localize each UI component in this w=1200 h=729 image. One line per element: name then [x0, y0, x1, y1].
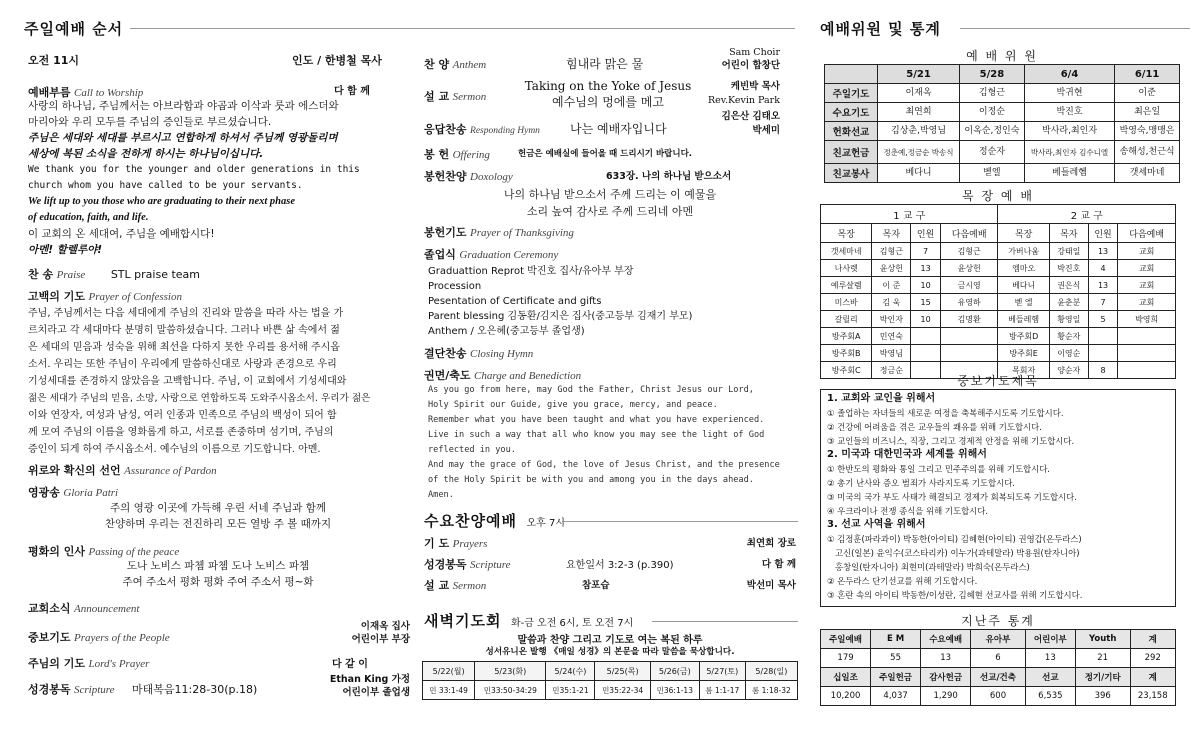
cell-column-header: 인원: [911, 224, 941, 243]
dawn-day-cell: 5/27(토): [699, 662, 745, 681]
prayer-item: ② 온두라스 단기선교를 위해 기도합시다.: [827, 576, 978, 586]
cell-value: 13: [1088, 277, 1118, 294]
thanksgiving-heading: 봉헌기도 Prayer of Thanksgiving: [424, 226, 574, 239]
roster-name-cell: 이정순: [960, 103, 1025, 122]
roster-name-cell: 박사라,최인자: [1024, 122, 1114, 141]
roster-name-cell: 이재옥: [878, 84, 960, 103]
cell-column-header: 다음예배: [1118, 224, 1176, 243]
stats-value-cell: 13: [1025, 649, 1075, 668]
cell-value: 벧 엘: [998, 294, 1049, 311]
call-to-worship-text: 사랑의 하나님, 주님께서는 아브라함과 야곱과 이삭과 룻과 에스더와 마리아와 우리 모두를 주님의 증인들로 부르셨습니다. 주님은 세대와 세대를 부르시고 연합하게 하셔서 주님께 영광돌리며 세상에 복된 소식을 전하게 하시는 하나님이십니다. We thank you for the younger and older generations in this church whom you have called to be your servants. We lift up to you those who are graduating to their next phase of education, faith, and life. 이 교회의 온 세대여, 주님을 예배합시다! 아멘! 할렐루야!: [28, 100, 360, 256]
stats-value-cell: 396: [1075, 687, 1130, 706]
stats-value-cell: 179: [821, 649, 871, 668]
response-by: 김은산 김태오 박세미: [721, 111, 780, 136]
table-row: [821, 260, 1176, 277]
cell-value: 김형근: [872, 243, 911, 260]
cell-value: 박영희: [1118, 311, 1176, 328]
prayer-item: 고신(일본) 윤익수(코스타리카) 이누가(과테말라) 박용원(탄자니아): [827, 548, 1080, 558]
roster-name-cell: 송해성,천근식: [1115, 141, 1180, 164]
announcement-heading: 교회소식 Announcement: [28, 602, 140, 615]
wed-sermon: 설 교 Sermon 참포습 박선미 목사: [424, 579, 796, 592]
anthem-heading: 찬 양 Anthem: [424, 58, 487, 71]
gloria-text: 주의 영광 이곳에 가득해 우린 서네 주님과 함께 찬양하며 우리는 전진하리 모든 열방 주 볼 때까지: [104, 502, 332, 530]
prayer-item: ① 졸업하는 자녀들의 새로운 여정을 축복해주시도록 기도합시다.: [827, 408, 1064, 418]
praise-row: 찬 송 Praise STL praise team: [28, 268, 200, 281]
roster-name-cell: 정춘예,정금순 박송식: [878, 141, 960, 164]
dawn-ref-cell: 롬 1:18-32: [745, 681, 797, 700]
roster-name-cell: 김형근: [960, 84, 1025, 103]
cell-value: 양순자: [1049, 362, 1088, 379]
cell-value: 교회: [1118, 243, 1176, 260]
roster-role-cell: 친교봉사: [825, 164, 878, 183]
dawn-reading-table: [422, 661, 798, 700]
graduation-program: Graduattion Reprot 박진호 집사/유아부 부장 Procession Pesentation of Certificate and gifts Parent blessing 김동환/김지은 집사(중고등부 김재기 부모) Anthem / 오은혜(중고등부 졸업생): [428, 266, 693, 337]
cell-value: 4: [1088, 260, 1118, 277]
doxology-heading: 봉헌찬양 Doxology: [424, 170, 513, 183]
wed-prayers: 기 도 Prayers 최연희 장로: [424, 537, 796, 550]
stats-header-cell: 선교/건축: [971, 668, 1026, 687]
cell-value: 윤상헌: [940, 260, 998, 277]
prayer-category: 3. 선교 사역을 위해서: [827, 519, 926, 530]
cell-value: 베들레헴: [998, 311, 1049, 328]
table-row: [821, 328, 1176, 345]
dawn-ref-cell: 민36:1-13: [650, 681, 699, 700]
wed-scripture: 성경봉독 Scripture 요한일서 3:2-3 (p.390) 다 함 께: [424, 558, 796, 571]
cell-value: 5: [1088, 311, 1118, 328]
sermon-heading: 설 교 Sermon: [424, 90, 487, 103]
assurance-heading: 위로와 확신의 선언 Assurance of Pardon: [28, 464, 217, 477]
stats-header-cell: 유아부: [971, 630, 1026, 649]
cell-value: 13: [1088, 243, 1118, 260]
cell-value: [1118, 328, 1176, 345]
cell-value: 방주회D: [998, 328, 1049, 345]
cell-column-header: 목자: [1049, 224, 1088, 243]
stats-header-cell: 정기/기타: [1075, 668, 1130, 687]
cell-value: 김형근: [940, 243, 998, 260]
cell-column-header: 인원: [1088, 224, 1118, 243]
doxology-hymn: 633장. 나의 하나님 받으소서: [606, 171, 732, 182]
table-row: [825, 103, 1180, 122]
intercession-list: [820, 389, 1176, 607]
cell-value: 황순자: [1049, 328, 1088, 345]
cell-value: 베다니: [998, 277, 1049, 294]
stats-header-cell: 선교: [1025, 668, 1075, 687]
cell-value: 엠마오: [998, 260, 1049, 277]
offering-heading: 봉 헌 Offering: [424, 148, 490, 161]
dawn-day-cell: 5/23(화): [475, 662, 546, 681]
response-hymn: 나는 예배자입니다: [570, 122, 667, 136]
cell-value: 황영일: [1049, 311, 1088, 328]
section-title-committee: 예배위원 및 통계: [820, 20, 941, 38]
cell-value: 정금순: [872, 362, 911, 379]
prayer-item: ③ 혼란 속의 아이티 박동한/이성란, 김혜현 선교사를 위해 기도합시다.: [827, 590, 1083, 600]
dawn-day-cell: 5/26(금): [650, 662, 699, 681]
roster-role-cell: 수요기도: [825, 103, 878, 122]
stats-header-cell: 십일조: [821, 668, 871, 687]
stats-value-cell: 21: [1075, 649, 1130, 668]
dawn-ref-cell: 롬 1:1-17: [699, 681, 745, 700]
stats-header-cell: E M: [871, 630, 921, 649]
roster-name-cell: 이옥순,정인숙: [960, 122, 1025, 141]
roster-name-cell: 박영숙,맹맹은: [1115, 122, 1180, 141]
prayer-item: ② 건강에 어려움을 겪은 교우들의 쾌유를 위해 기도합시다.: [827, 422, 1042, 432]
stats-table: [820, 629, 1176, 706]
prayer-item: 홍창일(탄자니아) 최현미(과테말라) 박희숙(온두라스): [827, 562, 1030, 572]
cell-value: [911, 328, 941, 345]
cell-value: 7: [1088, 294, 1118, 311]
roster-corner: [825, 65, 878, 84]
dawn-ref-cell: 민35:1-21: [546, 681, 595, 700]
confession-heading: 고백의 기도 Prayer of Confession: [28, 290, 182, 303]
roster-name-cell: 박사라,최인자 김수니엘: [1024, 141, 1114, 164]
anthem-by: Sam Choir 어린이 합창단: [721, 47, 780, 71]
prayer-item: ② 총기 난사와 증오 범죄가 사라지도록 기도합시다.: [827, 478, 1015, 488]
prayer-item: ① 한반도의 평화와 통일 그리고 민주주의를 위해 기도합시다.: [827, 464, 1050, 474]
prayer-category: 2. 미국과 대한민국과 세계를 위해서: [827, 449, 987, 460]
section-title-worship: 주일예배 순서: [24, 20, 124, 38]
cell-value: 10: [911, 311, 941, 328]
roster-name-cell: 이준: [1115, 84, 1180, 103]
service-leader: 인도 / 한병철 목사: [292, 54, 382, 67]
cell-worship-title: 목 장 예 배: [962, 189, 1034, 203]
prayer-category: 1. 교회와 교인을 위해서: [827, 393, 936, 404]
roster-name-cell: 최연희: [878, 103, 960, 122]
cell-value: 갯세마네: [821, 243, 872, 260]
stats-header-cell: 감사헌금: [921, 668, 971, 687]
cell-value: 7: [911, 243, 941, 260]
stats-value-cell: 23,158: [1130, 687, 1176, 706]
dawn-day-cell: 5/25(목): [595, 662, 650, 681]
response-heading: 응답찬송 Responding Hymn: [424, 123, 540, 136]
roster-role-cell: 헌화선교: [825, 122, 878, 141]
roster-name-cell: 베들레헴: [1024, 164, 1114, 183]
wednesday-title: 수요찬양예배 오후 7시: [424, 512, 565, 530]
cell-value: 윤상헌: [872, 260, 911, 277]
graduation-heading: 졸업식 Graduation Ceremony: [424, 248, 559, 261]
stats-value-cell: 1,290: [921, 687, 971, 706]
cell-value: 박진호: [1049, 260, 1088, 277]
stats-header-cell: 수요예배: [921, 630, 971, 649]
dawn-ref-cell: 민33:50-34:29: [475, 681, 546, 700]
district-1-header: 1 교 구: [821, 205, 998, 224]
cell-value: 교회: [1118, 260, 1176, 277]
district-2-header: 2 교 구: [998, 205, 1176, 224]
table-row: [821, 345, 1176, 362]
roster-table: [824, 64, 1180, 183]
stats-value-cell: 10,200: [821, 687, 871, 706]
confession-text: 주님, 주님께서는 다음 세대에게 주님의 진리와 말씀을 따라 사는 법을 가 르치라고 각 세대마다 분명히 말씀하셨습니다. 그러나 바쁜 삶 속에서 젊 은 세대의 믿음과 성숙을 위해 최선을 다하지 못한 우리를 용서해 주시옵 소서. 우리는 또한 주님이 우리에게 말씀하신대로 사랑과 존경으로 우리 기성세대를 존경하지 않았음을 고백합니다. 주님, 이 교회에서 기성세대와 젊은 세대가 주님의 믿음, 소망, 사랑으로 연합하도록 도와주시옵소서. 우리가 젊은 이와 연장자, 여성과 남성, 여러 인종과 민족으로 주님의 백성이 되어 함 께 모여 주님의 이름을 영화롭게 하고, 서로를 존중하며 섬기며, 주님의 증인이 되게 하여 주시옵소서. 예수님의 이름으로 기도합니다. 아멘.: [28, 308, 371, 455]
dawn-day-cell: 5/22(월): [423, 662, 475, 681]
lords-prayer-heading: 주님의 기도 Lord's Prayer: [28, 657, 150, 670]
cell-value: 윤춘분: [1049, 294, 1088, 311]
cell-value: [1118, 345, 1176, 362]
cell-value: 15: [911, 294, 941, 311]
prayer-item: ① 김정훈(파라과이) 박동한(아이티) 김혜현(아이티) 권영갑(온두라스): [827, 534, 1082, 544]
stats-value-cell: 55: [871, 649, 921, 668]
cell-value: 미스바: [821, 294, 872, 311]
stats-title: 지난주 통계: [961, 614, 1035, 628]
peace-text: 도나 노비스 파쳄 파쳄 도나 노비스 파쳄 주여 주소서 평화 평화 주여 주소서 평~화: [122, 560, 314, 588]
charge-heading: 권면/축도 Charge and Benediction: [424, 369, 582, 382]
offering-note: 헌금은 예배실에 들어올 때 드리시기 바랍니다.: [518, 149, 693, 159]
cell-value: 방주회B: [821, 345, 872, 362]
table-row: [821, 294, 1176, 311]
stats-header-cell: Youth: [1075, 630, 1130, 649]
cell-value: 8: [1088, 362, 1118, 379]
stats-value-cell: 600: [971, 687, 1026, 706]
table-row: [825, 84, 1180, 103]
cell-value: 민연숙: [872, 328, 911, 345]
roster-date-header: 5/21: [878, 65, 960, 84]
prayers-heading: 중보기도 Prayers of the People: [28, 631, 170, 644]
roster-name-cell: 박진호: [1024, 103, 1114, 122]
stats-value-cell: 13: [921, 649, 971, 668]
cell-column-header: 목자: [872, 224, 911, 243]
cell-value: 박영님: [872, 345, 911, 362]
table-row: [825, 141, 1180, 164]
cell-column-header: 목장: [998, 224, 1049, 243]
scripture-by: Ethan King 가정 어린이부 졸업생: [329, 674, 410, 698]
dawn-ref-cell: 민 33:1-49: [423, 681, 475, 700]
cell-value: [911, 345, 941, 362]
cell-value: 김 욱: [872, 294, 911, 311]
roster-name-cell: 박귀현: [1024, 84, 1114, 103]
roster-name-cell: 김상춘,박영님: [878, 122, 960, 141]
charge-text: As you go from here, may God the Father, Christ Jesus our Lord, Holy Spirit our Guide, give you grace, mercy, and peace. Remember what you have been taught and what you have experienced. Live in such a way that all who know you may see the light of God reflected in you. And may the grace of God, the love of Jesus Christ, and the presence of the Holy Spirit be with you and among you in the days ahead. Amen.: [428, 385, 780, 500]
cell-value: 갈릴리: [821, 311, 872, 328]
stats-header-cell: 계: [1130, 630, 1176, 649]
prayer-item: ③ 교인들의 비즈니스, 직장, 그리고 경제적 안정을 위해 기도합시다.: [827, 436, 1075, 446]
cell-value: 권은식: [1049, 277, 1088, 294]
cell-value: 강태일: [1049, 243, 1088, 260]
stats-value-cell: 4,037: [871, 687, 921, 706]
cell-value: [940, 345, 998, 362]
table-row: [825, 164, 1180, 183]
table-row: [821, 311, 1176, 328]
stats-header-cell: 주일헌금: [871, 668, 921, 687]
stats-header-cell: 어린이부: [1025, 630, 1075, 649]
cell-value: 교회: [1118, 294, 1176, 311]
cell-value: [1088, 345, 1118, 362]
prayer-item: ③ 미국의 국가 부도 사태가 해결되고 경제가 회복되도록 기도합시다.: [827, 492, 1077, 502]
cell-value: 방주회E: [998, 345, 1049, 362]
roster-role-cell: 주일기도: [825, 84, 878, 103]
gloria-heading: 영광송 Gloria Patri: [28, 486, 119, 499]
stats-header-cell: 주일예배: [821, 630, 871, 649]
dawn-day-cell: 5/28(일): [745, 662, 797, 681]
prayers-by: 이재옥 집사 어린이부 부장: [351, 621, 410, 645]
roster-name-cell: 베다니: [878, 164, 960, 183]
table-row: [821, 277, 1176, 294]
sermon-title: Taking on the Yoke of Jesus 예수님의 멍에를 메고: [524, 79, 692, 109]
roster-date-header: 5/28: [960, 65, 1025, 84]
cell-value: 나사렛: [821, 260, 872, 277]
dawn-ref-cell: 민35:22-34: [595, 681, 650, 700]
cell-value: 김명환: [940, 311, 998, 328]
cell-column-header: 목장: [821, 224, 872, 243]
cell-worship-table: [820, 204, 1176, 379]
cell-value: 이 준: [872, 277, 911, 294]
cell-value: 방주회A: [821, 328, 872, 345]
cell-value: [940, 328, 998, 345]
cell-value: 목회자: [998, 362, 1049, 379]
cell-value: 13: [911, 260, 941, 277]
cell-value: 금시영: [940, 277, 998, 294]
cell-value: 10: [911, 277, 941, 294]
anthem-title: 힘내라 맑은 물: [566, 57, 644, 71]
call-to-worship-heading: 예배부름 Call to Worship: [28, 86, 144, 99]
stats-value-cell: 6: [971, 649, 1026, 668]
roster-name-cell: 정순자: [960, 141, 1025, 164]
cell-column-header: 다음예배: [940, 224, 998, 243]
cell-value: [1088, 328, 1118, 345]
dawn-title: 새벽기도회 화-금 오전 6시, 토 오전 7시: [424, 612, 634, 630]
stats-value-cell: 6,535: [1025, 687, 1075, 706]
intercession-title: 중보기도제목: [957, 374, 1039, 388]
scripture-heading: 성경봉독 Scripture 마태복음11:28-30(p.18): [28, 683, 258, 696]
cell-value: 방주회C: [821, 362, 872, 379]
cell-value: 교회: [1118, 277, 1176, 294]
dawn-day-cell: 5/24(수): [546, 662, 595, 681]
roster-name-cell: 벧엘: [960, 164, 1025, 183]
service-time: 오전 11시: [28, 54, 80, 67]
cell-value: 박인자: [872, 311, 911, 328]
cell-value: 예루살렘: [821, 277, 872, 294]
call-by: 다 함 께: [334, 86, 370, 97]
peace-heading: 평화의 인사 Passing of the peace: [28, 545, 180, 558]
stats-header-cell: 계: [1130, 668, 1176, 687]
closing-hymn-heading: 결단찬송 Closing Hymn: [424, 347, 534, 360]
roster-role-cell: 친교헌금: [825, 141, 878, 164]
table-row: [825, 122, 1180, 141]
sermon-by: 케빈박 목사 Rev.Kevin Park: [708, 81, 780, 106]
dawn-subtitle: 말씀과 찬양 그리고 기도로 여는 복된 하루: [517, 635, 703, 646]
table-row: [821, 243, 1176, 260]
doxology-lyrics: 나의 하나님 받으소서 주께 드리는 이 예물을 소리 높여 감사로 주께 드리네 아멘: [503, 188, 717, 218]
lords-prayer-by: 다 같 이: [332, 659, 368, 670]
roster-date-header: 6/4: [1024, 65, 1114, 84]
roster-date-header: 6/11: [1115, 65, 1180, 84]
prayer-item: ④ 우크라이나 전쟁 종식을 위해 기도합시다.: [827, 506, 989, 516]
dawn-note: 성서유니온 발행 《매일 성경》의 본문을 따라 말씀을 묵상합니다.: [485, 647, 735, 657]
cell-value: 유영하: [940, 294, 998, 311]
roster-name-cell: 갯세마네: [1115, 164, 1180, 183]
roster-name-cell: 최은일: [1115, 103, 1180, 122]
cell-value: 가버나움: [998, 243, 1049, 260]
roster-title: 예 배 위 원: [966, 49, 1038, 63]
cell-value: 이영순: [1049, 345, 1088, 362]
stats-value-cell: 292: [1130, 649, 1176, 668]
